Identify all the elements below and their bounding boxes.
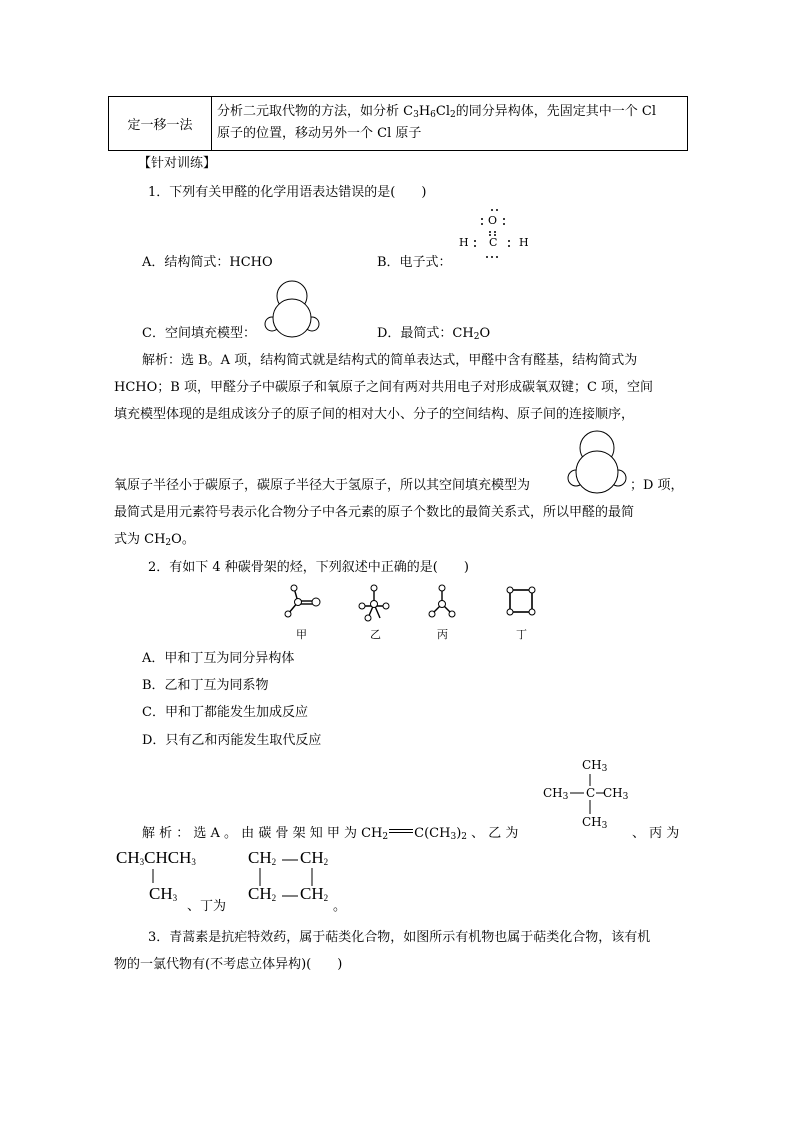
skeleton-yi (359, 585, 389, 621)
space-filling-model-inline (566, 428, 628, 496)
q2-analysis-line1: 解 析 ： 选 A 。 由 碳 骨 架 知 甲 为 $CH_2$ $C(CH_3)_2$ 、 乙 为 (142, 826, 519, 842)
lewis-h-right: H (519, 236, 529, 249)
section-heading: 【针对训练】 (138, 156, 217, 171)
q2-end: 。 (333, 899, 347, 914)
q2-option-d: D．只有乙和丙能发生取代反应 (142, 733, 322, 748)
lewis-h-left: H (459, 236, 469, 249)
method-name-cell (109, 97, 212, 150)
method-desc-line1: 分析二元取代物的方法，如分析 $C_3H_6Cl_2$的同分异构体，先固定其中一个 Cl (217, 104, 656, 120)
q2-analysis-line1-tail: 、 丙 为 (632, 826, 680, 841)
q1-analysis-line4: 氧原子半径小于碳原子，碳原子半径大于氢原子，所以其空间填充模型为 (114, 478, 531, 493)
method-desc-line2: 原子的位置，移动另外一个 Cl 原子 (217, 126, 422, 141)
q1-stem: 1．下列有关甲醛的化学用语表达错误的是( ) (148, 185, 427, 200)
q1-option-d: D．最简式：$CH_2O$ (377, 326, 491, 342)
skeleton-label-bing: 丙 (437, 628, 448, 641)
lewis-o: O (488, 214, 498, 227)
cyclo-bl: $CH_2$ (248, 884, 277, 903)
skeleton-label-jia: 甲 (296, 628, 307, 641)
method-desc-cell (217, 101, 683, 145)
q1-analysis-line4-tail: ；D 项， (630, 478, 684, 493)
q3-line2: 物的一氯代物有(不考虑立体异构)( ) (114, 957, 343, 972)
method-table (108, 96, 688, 151)
q2-option-a: A．甲和丁互为同分异构体 (142, 651, 295, 666)
q1-option-c: C．空间填充模型： (142, 326, 256, 341)
q2-option-c: C．甲和丁都能发生加成反应 (142, 705, 308, 720)
neo-left: $CH_3$ (543, 786, 569, 802)
q1-analysis-line6: 式为 $CH_2O$。 (114, 532, 195, 548)
q1-option-b: B．电子式： (377, 255, 452, 270)
q1-analysis-line1: 解析：选 B。A 项，结构简式就是结构式的简单表达式，甲醛中含有醛基，结构简式为 (142, 353, 638, 368)
neo-bottom: $CH_3$ (582, 815, 608, 831)
q3-line1: 3．青蒿素是抗疟特效药，属于萜类化合物，如图所示有机物也属于萜类化合物，该有机 (148, 930, 651, 945)
skeleton-ding (507, 587, 535, 615)
isobutane-top: $CH_3CHCH_3$ (116, 848, 196, 867)
method-name: 定一移一法 (127, 118, 193, 133)
q2-ding-prefix: 、丁为 (187, 899, 227, 914)
space-filling-model (262, 278, 322, 340)
cyclo-tl: $CH_2$ (248, 848, 277, 867)
neo-top: $CH_3$ (582, 758, 608, 774)
neo-bonds (560, 772, 610, 818)
q1-option-a: A．结构简式：HCHO (142, 255, 273, 270)
skeleton-label-ding: 丁 (516, 628, 527, 641)
isobutane-bottom: $CH_3$ (149, 884, 178, 903)
q2-option-b: B．乙和丁互为同系物 (142, 678, 269, 693)
skeleton-jia (285, 585, 320, 617)
q1-analysis-line5: 最简式是用元素符号表示化合物分子中各元素的原子个数比的最简关系式，所以甲醛的最简 (114, 505, 635, 520)
cyclo-br: $CH_2$ (300, 884, 329, 903)
lewis-c: C (489, 236, 498, 249)
cyclo-tr: $CH_2$ (300, 848, 329, 867)
q1-analysis-line3: 填充模型体现的是组成该分子的原子间的相对大小、分子的空间结构、原子间的连接顺序， (114, 407, 635, 422)
skeleton-label-yi: 乙 (370, 628, 381, 641)
skeleton-bing (429, 585, 455, 617)
carbon-skeletons (270, 582, 540, 624)
cyclo-bonds (250, 858, 330, 902)
neo-right: $CH_3$ (603, 786, 629, 802)
isobutane-bond (150, 868, 156, 884)
q1-analysis-line2: HCHO；B 项，甲醛分子中碳原子和氧原子之间有两对共用电子对形成碳氧双键；C 项，空间 (114, 380, 654, 395)
neo-center: C (586, 786, 596, 800)
q2-stem: 2．有如下 4 种碳骨架的烃，下列叙述中正确的是( ) (148, 560, 469, 575)
